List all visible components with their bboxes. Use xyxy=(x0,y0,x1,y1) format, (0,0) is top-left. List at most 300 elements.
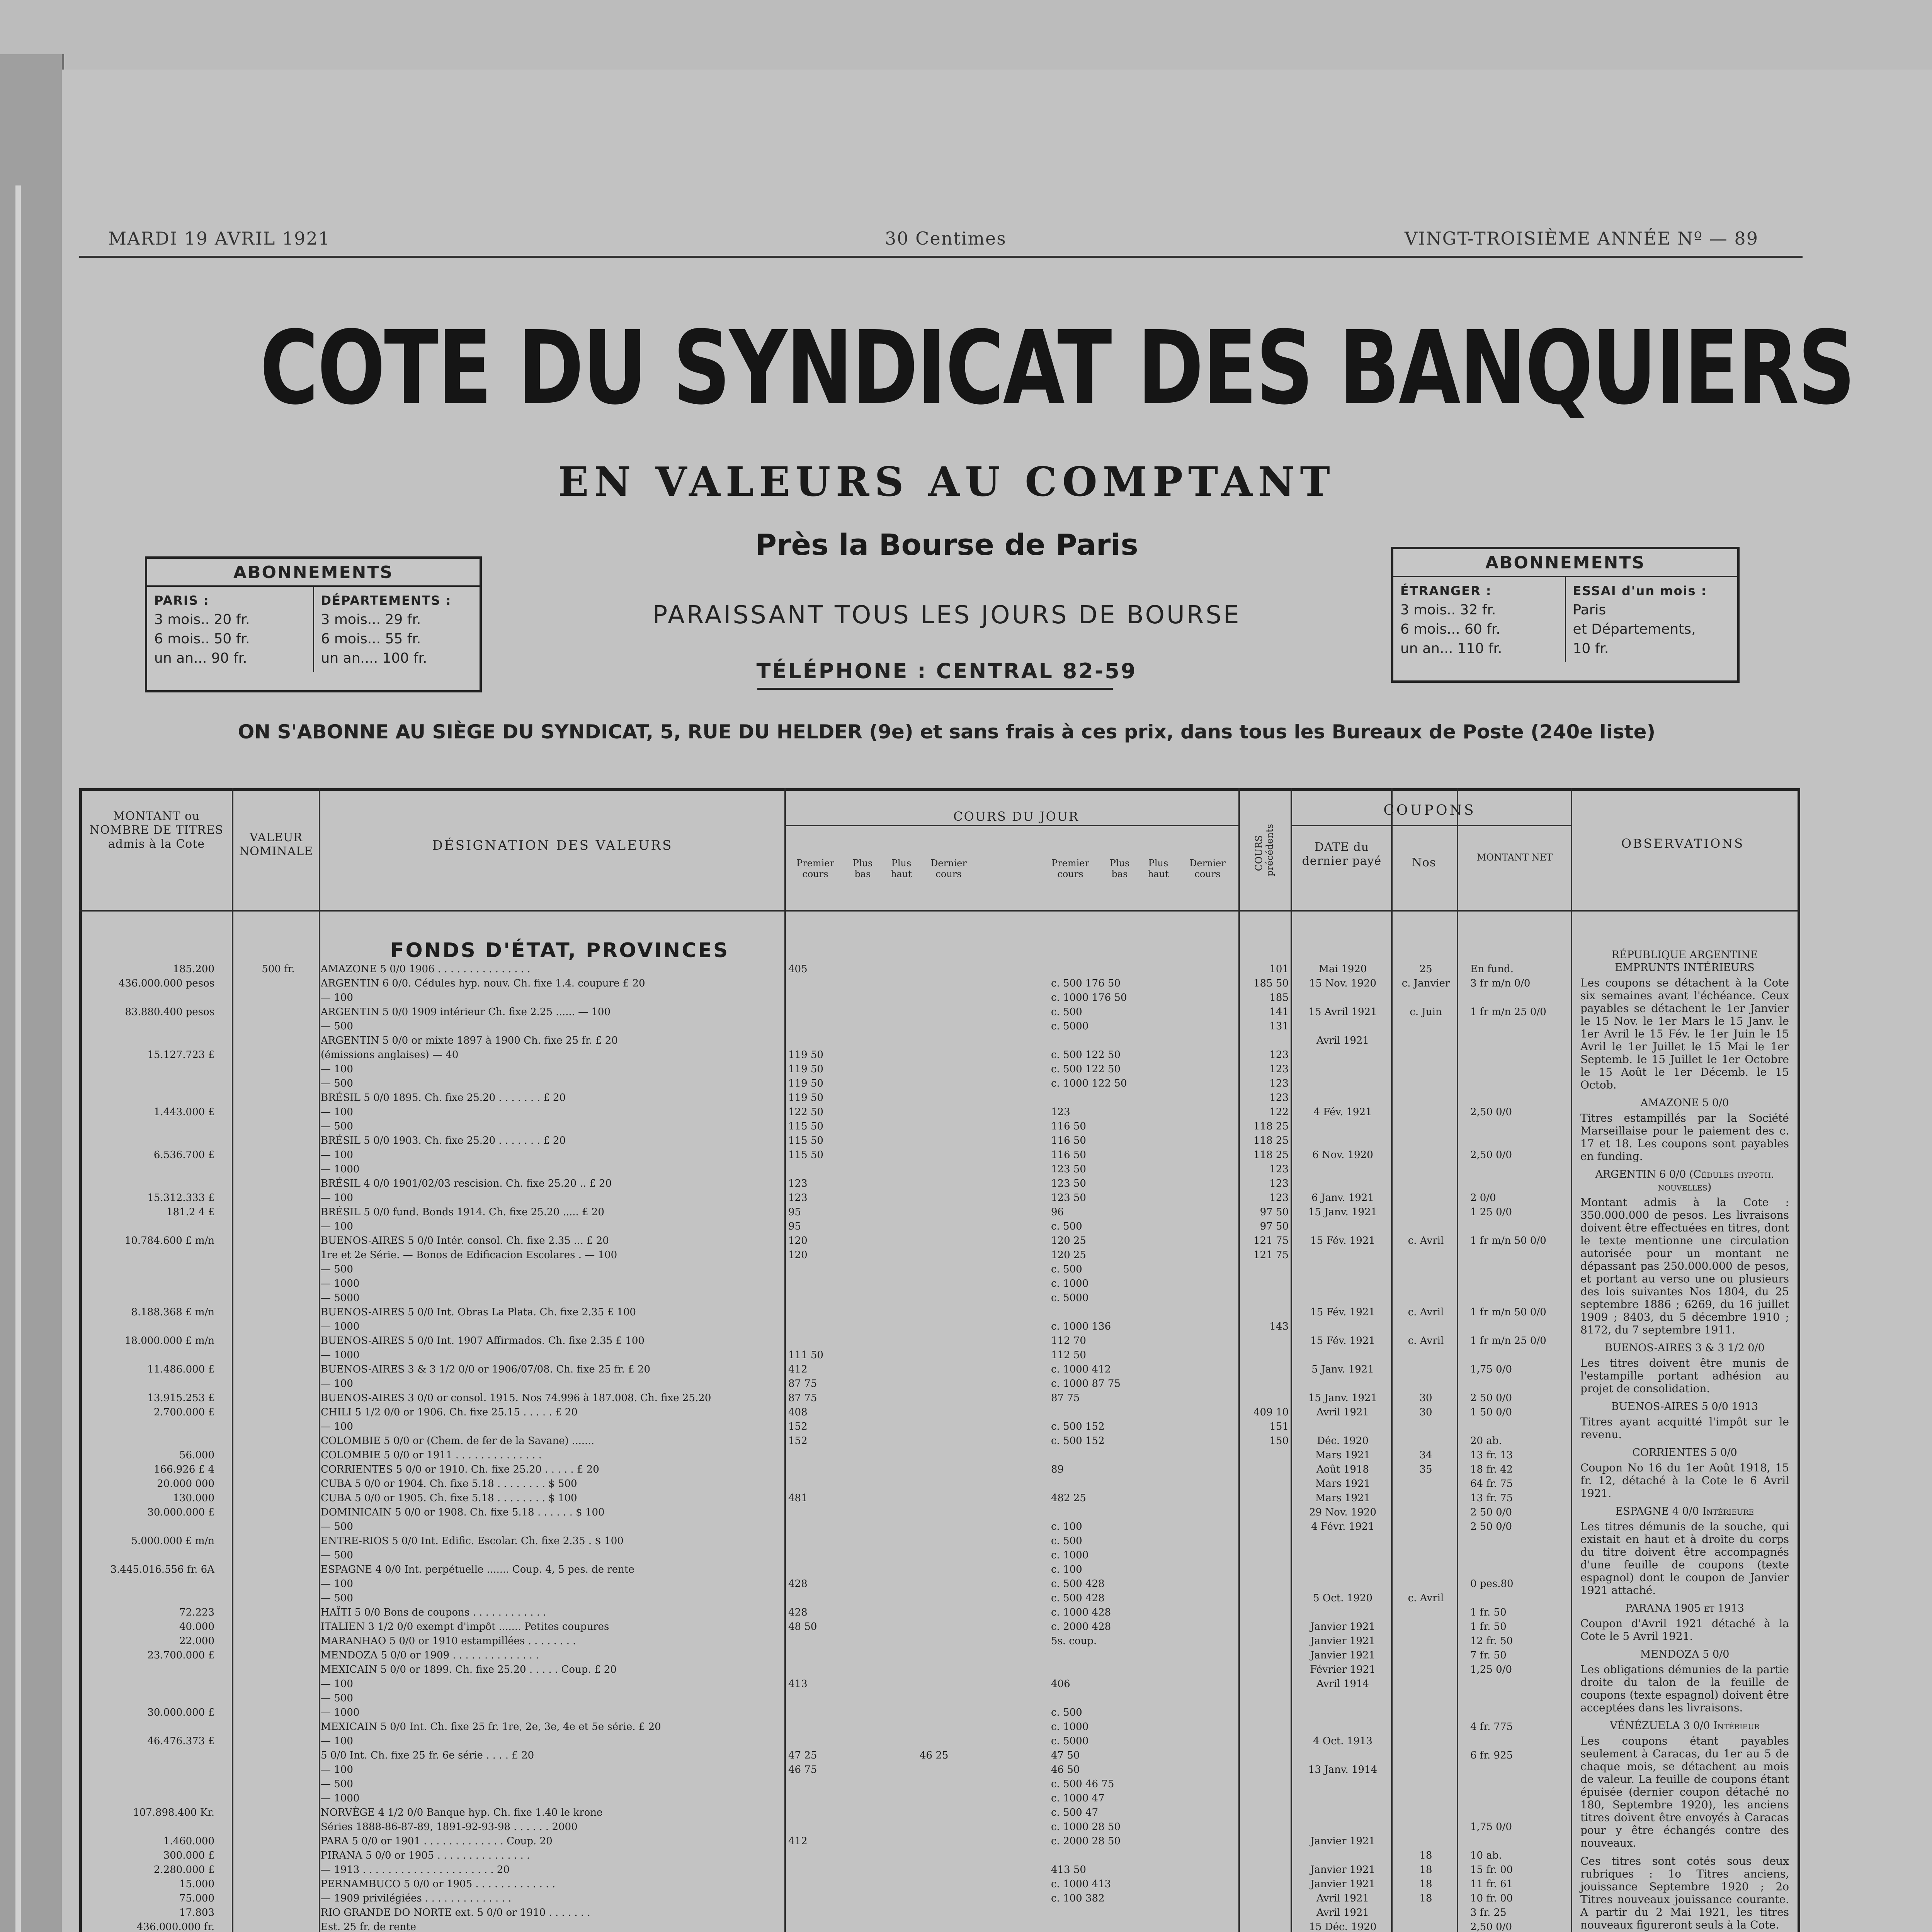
price-cell xyxy=(788,1634,842,1648)
header-coupons: COUPONS xyxy=(1383,803,1476,818)
subheader-rule xyxy=(784,825,1238,826)
observation-text: Les titres doivent être munis de l'estampille portant adhésion au projet de consolidation. xyxy=(1580,1357,1789,1395)
closing-price-cell: 123 xyxy=(1269,1063,1289,1075)
amount-cell: 107.898.400 Kr. xyxy=(133,1807,214,1818)
amount-cell: 23.700.000 £ xyxy=(147,1650,214,1661)
price-cell xyxy=(1051,962,1233,976)
nominal-cell xyxy=(240,1477,317,1491)
coupon-number-cell xyxy=(1395,1906,1457,1920)
coupon-net-cell: 4 fr. 775 xyxy=(1470,1721,1513,1733)
nominal-cell xyxy=(240,1877,317,1891)
coupon-number-cell xyxy=(1395,1691,1457,1706)
price-line: un an... 110 fr. xyxy=(1400,641,1502,656)
coupon-number-cell: c. Avril xyxy=(1408,1592,1444,1604)
fonds-closing-column xyxy=(1246,962,1289,1932)
price-cell: 48 50 xyxy=(788,1621,817,1633)
price-cell: 120 xyxy=(788,1249,808,1261)
designation-cell: — 1000 xyxy=(321,1707,360,1718)
price-cell: 46 75 xyxy=(788,1764,817,1776)
amount-cell: 2.280.000 £ xyxy=(153,1864,214,1876)
designation-cell: AMAZONE 5 0/0 1906 . . . . . . . . . . . . . . . xyxy=(321,963,531,975)
coupon-number-cell xyxy=(1395,1277,1457,1291)
price-cell xyxy=(920,1162,1047,1177)
amount-cell xyxy=(83,1434,214,1448)
nominal-cell xyxy=(240,1405,317,1420)
price-line: 6 mois... 55 fr. xyxy=(321,631,421,647)
coupon-date-cell xyxy=(1294,1019,1391,1034)
masthead-price: 30 Centimes xyxy=(885,228,1007,249)
amount-cell: 17.803 xyxy=(179,1907,214,1918)
price-cell: 95 xyxy=(788,1206,801,1218)
coupon-net-cell: 13 fr. 13 xyxy=(1470,1449,1513,1461)
coupon-date-cell xyxy=(1294,1177,1391,1191)
price-cell: c. 1000 xyxy=(1051,1549,1089,1561)
amount-cell: 30.000.000 £ xyxy=(147,1507,214,1518)
nominal-cell xyxy=(240,1706,317,1720)
price-cell: 123 xyxy=(788,1178,808,1189)
price-cell xyxy=(788,1548,842,1563)
designation-cell: — 500 xyxy=(321,1692,353,1704)
coupon-number-cell xyxy=(1395,1777,1457,1791)
header-plus-bas: Plus bas xyxy=(852,858,873,879)
closing-price-cell xyxy=(1246,1920,1289,1932)
designation-cell: — 100 xyxy=(321,1221,353,1232)
nominal-cell xyxy=(240,1563,317,1577)
price-cell: c. 1000 xyxy=(1051,1278,1089,1289)
price-cell xyxy=(920,1134,1047,1148)
closing-price-cell xyxy=(1246,1391,1289,1405)
closing-price-cell xyxy=(1246,1877,1289,1891)
designation-cell: ARGENTIN 5 0/0 1909 intérieur Ch. fixe 2.25 ...... — 100 xyxy=(321,1006,611,1018)
price-line: 10 fr. xyxy=(1573,641,1609,656)
price-cell: 123 50 xyxy=(1051,1192,1086,1204)
coupon-date-cell xyxy=(1294,1548,1391,1563)
closing-price-cell: 122 xyxy=(1269,1106,1289,1118)
coupon-date-cell: Avril 1914 xyxy=(1316,1678,1369,1690)
coupon-number-cell xyxy=(1395,1034,1457,1048)
nominal-cell xyxy=(240,1062,317,1077)
designation-cell: MENDOZA 5 0/0 or 1909 . . . . . . . . . . . . . . xyxy=(321,1650,539,1661)
nominal-cell xyxy=(240,1620,317,1634)
nominal-cell xyxy=(240,1019,317,1034)
price-cell xyxy=(788,1720,842,1734)
price-cell: 89 xyxy=(1051,1464,1064,1475)
price-cell xyxy=(920,1877,1047,1891)
closing-price-cell xyxy=(1246,1777,1289,1791)
designation-cell: RIO GRANDE DO NORTE ext. 5 0/0 or 1910 . . . . . . . xyxy=(321,1907,590,1918)
price-cell: 95 xyxy=(788,1221,801,1232)
designation-cell: — 500 xyxy=(321,1521,353,1532)
closing-price-cell xyxy=(1246,1648,1289,1663)
coupon-net-cell xyxy=(1470,1277,1567,1291)
price-cell xyxy=(920,991,1047,1005)
closing-price-cell xyxy=(1246,1691,1289,1706)
price-cell: 5s. coup. xyxy=(1051,1635,1097,1647)
coupon-date-cell: Mars 1921 xyxy=(1315,1449,1371,1461)
observation-heading: CORRIENTES 5 0/0 xyxy=(1632,1447,1737,1459)
price-line: 6 mois.. 50 fr. xyxy=(154,631,250,647)
price-cell xyxy=(920,1434,1047,1448)
coupon-number-cell xyxy=(1395,1706,1457,1720)
coupon-date-cell xyxy=(1294,1320,1391,1334)
price-cell xyxy=(920,1105,1047,1119)
nominal-cell xyxy=(240,1448,317,1463)
column-rule xyxy=(1571,788,1572,1932)
coupon-date-cell: 15 Janv. 1921 xyxy=(1308,1206,1378,1218)
coupon-number-cell xyxy=(1395,1377,1457,1391)
price-cell xyxy=(788,1663,842,1677)
price-cell xyxy=(788,1305,842,1320)
price-cell xyxy=(788,1706,842,1720)
coupon-number-cell xyxy=(1395,1534,1457,1548)
price-cell: c. 5000 xyxy=(1051,1292,1089,1304)
designation-cell: BUENOS-AIRES 3 0/0 or consol. 1915. Nos 74.996 à 187.008. Ch. fixe 25.20 xyxy=(321,1392,711,1404)
paris-heading: PARIS : xyxy=(154,593,209,608)
amount-cell xyxy=(83,1820,214,1834)
coupon-number-cell: c. Avril xyxy=(1408,1306,1444,1318)
coupon-date-cell xyxy=(1294,1820,1391,1834)
header-observations: OBSERVATIONS xyxy=(1621,836,1745,851)
nominal-cell xyxy=(240,1505,317,1520)
coupon-date-cell: 5 Oct. 1920 xyxy=(1313,1592,1372,1604)
coupon-date-cell: Avril 1921 xyxy=(1316,1035,1369,1046)
price-cell: 412 xyxy=(788,1364,808,1375)
amount-cell xyxy=(83,1348,214,1362)
nominal-cell xyxy=(240,1520,317,1534)
price-cell xyxy=(920,1534,1047,1548)
price-cell xyxy=(920,1277,1047,1291)
price-cell xyxy=(788,976,842,991)
closing-price-cell xyxy=(1246,1448,1289,1463)
coupon-net-cell xyxy=(1470,1834,1567,1849)
closing-price-cell xyxy=(1246,1277,1289,1291)
coupon-number-cell xyxy=(1395,1091,1457,1105)
designation-cell: — 500 xyxy=(321,1549,353,1561)
coupon-number-cell: 18 xyxy=(1419,1864,1432,1876)
etranger-heading: ÉTRANGER : xyxy=(1400,583,1492,598)
amount-cell xyxy=(83,1748,214,1763)
designation-cell: — 500 xyxy=(321,1078,353,1089)
closing-price-cell: 123 xyxy=(1269,1049,1289,1061)
closing-price-cell xyxy=(1246,1834,1289,1849)
designation-cell: ENTRE-RIOS 5 0/0 Int. Edific. Escolar. Ch. fixe 2.35 . $ 100 xyxy=(321,1535,624,1547)
coupon-date-cell: Janvier 1921 xyxy=(1310,1864,1375,1876)
price-cell xyxy=(920,1305,1047,1320)
price-cell: 412 xyxy=(788,1835,808,1847)
price-cell: c. 500 176 50 xyxy=(1051,978,1121,989)
coupon-number-cell xyxy=(1395,1520,1457,1534)
nominal-cell xyxy=(240,1748,317,1763)
observation-heading: PARANA 1905 et 1913 xyxy=(1625,1602,1744,1614)
nominal-cell xyxy=(240,1162,317,1177)
price-cell: 115 50 xyxy=(788,1149,823,1161)
designation-cell: BRÉSIL 5 0/0 fund. Bonds 1914. Ch. fixe 25.20 ..... £ 20 xyxy=(321,1206,604,1218)
price-cell: 87 75 xyxy=(1051,1392,1080,1404)
nominal-cell xyxy=(240,1119,317,1134)
price-cell: 120 25 xyxy=(1051,1235,1086,1247)
coupon-number-cell: 30 xyxy=(1419,1406,1432,1418)
nominal-cell xyxy=(240,1491,317,1505)
coupon-date-cell: Mars 1921 xyxy=(1315,1492,1371,1504)
price-cell xyxy=(788,1463,842,1477)
coupon-date-cell: 15 Nov. 1920 xyxy=(1309,978,1377,989)
coupon-date-cell: 15 Fév. 1921 xyxy=(1310,1306,1375,1318)
coupon-net-cell xyxy=(1470,1677,1567,1691)
closing-price-cell xyxy=(1246,1577,1289,1591)
coupon-net-cell xyxy=(1470,1077,1567,1091)
price-cell xyxy=(788,1734,842,1748)
coupon-net-cell xyxy=(1470,1548,1567,1563)
masthead-date: MARDI 19 AVRIL 1921 xyxy=(108,228,330,249)
coupon-date-cell xyxy=(1294,1748,1391,1763)
column-rule xyxy=(1391,788,1393,1932)
amount-cell xyxy=(83,1177,214,1191)
price-cell xyxy=(920,1019,1047,1034)
observation-text: Les coupons se détachent à la Cote six semaines avant l'échéance. Ceux payables se détachent le 1er Janvier le 15 Nov. le 1er Mars le 15 Janv. le 1er Avril le 15 Fév. le 1er Juin le 15 Avril le 1er Juillet le 15 Mai le 1er Septemb. le 15 Juillet le 1er Octobre le 15 Août le 1er Décemb. le 15 Octob. xyxy=(1580,976,1789,1091)
coupon-date-cell: Janvier 1921 xyxy=(1310,1878,1375,1890)
price-cell: c. 500 428 xyxy=(1051,1592,1105,1604)
observation-heading: ARGENTIN 6 0/0 (Cédules hypoth. nouvelles) xyxy=(1595,1168,1774,1193)
amount-cell: 18.000.000 £ m/n xyxy=(124,1335,214,1347)
designation-cell: — 1000 xyxy=(321,1321,360,1332)
price-cell xyxy=(920,1648,1047,1663)
designation-cell: — 100 xyxy=(321,992,353,1003)
location-line: Près la Bourse de Paris xyxy=(755,527,1138,562)
telephone-line: TÉLÉPHONE : CENTRAL 82-59 xyxy=(756,659,1137,683)
price-cell: 87 75 xyxy=(788,1392,817,1404)
price-cell: c. 500 122 50 xyxy=(1051,1049,1121,1061)
closing-price-cell: 97 50 xyxy=(1260,1221,1289,1232)
amount-cell xyxy=(83,1777,214,1791)
price-cell: c. 500 xyxy=(1051,1221,1082,1232)
coupon-number-cell xyxy=(1395,1491,1457,1505)
coupon-date-cell xyxy=(1294,1091,1391,1105)
observation-heading: MENDOZA 5 0/0 xyxy=(1640,1648,1730,1660)
nominal-cell xyxy=(240,1720,317,1734)
fonds-designation-column xyxy=(321,962,781,1932)
coupon-date-cell: 15 Fév. 1921 xyxy=(1310,1235,1375,1247)
price-cell: 116 50 xyxy=(1051,1149,1086,1161)
price-cell xyxy=(920,1377,1047,1391)
coupon-net-cell: 13 fr. 75 xyxy=(1470,1492,1513,1504)
price-cell: 405 xyxy=(788,963,808,975)
closing-price-cell xyxy=(1246,1634,1289,1648)
price-cell xyxy=(920,1577,1047,1591)
coupon-net-cell: 10 ab. xyxy=(1470,1850,1502,1861)
coupon-date-cell xyxy=(1294,1691,1391,1706)
designation-cell: ARGENTIN 5 0/0 or mixte 1897 à 1900 Ch. fixe 25 fr. £ 20 xyxy=(321,1035,618,1046)
price-cell: c. 500 xyxy=(1051,1707,1082,1718)
coupon-date-cell: 15 Avril 1921 xyxy=(1308,1006,1377,1018)
coupon-net-cell: 20 ab. xyxy=(1470,1435,1502,1447)
designation-cell: — 100 xyxy=(321,1735,353,1747)
price-cell xyxy=(788,1162,842,1177)
closing-price-cell: 123 xyxy=(1269,1092,1289,1104)
coupon-number-cell xyxy=(1395,1477,1457,1491)
nominal-cell xyxy=(240,1534,317,1548)
nominal-cell xyxy=(240,1277,317,1291)
coupon-number-cell xyxy=(1395,1548,1457,1563)
coupon-number-cell xyxy=(1395,1062,1457,1077)
subscription-title: ABONNEMENTS xyxy=(1393,549,1737,577)
designation-cell: MEXICAIN 5 0/0 or 1899. Ch. fixe 25.20 . . . . . Coup. £ 20 xyxy=(321,1664,617,1675)
coupon-net-cell xyxy=(1470,1534,1567,1548)
coupon-net-cell xyxy=(1470,1691,1567,1706)
coupon-net-cell: 10 fr. 00 xyxy=(1470,1893,1513,1904)
price-cell xyxy=(788,1891,842,1906)
price-cell xyxy=(1051,1477,1233,1491)
nominal-cell xyxy=(240,1791,317,1806)
price-line: 6 mois... 60 fr. xyxy=(1400,621,1500,637)
price-cell xyxy=(920,1691,1047,1706)
coupon-net-cell: 3 fr m/n 0/0 xyxy=(1470,978,1531,989)
price-cell: 481 xyxy=(788,1492,808,1504)
price-cell xyxy=(788,1277,842,1291)
price-cell xyxy=(1051,1906,1233,1920)
amount-cell: 166.926 £ 4 xyxy=(153,1464,214,1475)
coupon-net-cell: 2 50 0/0 xyxy=(1470,1392,1512,1404)
subscription-address: ON S'ABONNE AU SIÈGE DU SYNDICAT, 5, RUE DU HELDER (9e) et sans frais à ces prix, dans tous les Bureaux de Poste (240e liste) xyxy=(238,721,1656,743)
price-cell xyxy=(920,962,1047,976)
amount-cell: 13.915.253 £ xyxy=(147,1392,214,1404)
designation-cell: — 500 xyxy=(321,1020,353,1032)
closing-price-cell xyxy=(1246,1605,1289,1620)
price-cell: c. 2000 28 50 xyxy=(1051,1835,1121,1847)
coupon-net-cell: 15 fr. 00 xyxy=(1470,1864,1513,1876)
coupon-number-cell xyxy=(1395,1291,1457,1305)
coupon-number-cell xyxy=(1395,1806,1457,1820)
price-cell xyxy=(920,1205,1047,1219)
price-cell: 413 50 xyxy=(1051,1864,1086,1876)
coupon-net-cell xyxy=(1470,1248,1567,1262)
amount-cell: 436.000.000 pesos xyxy=(118,978,214,989)
coupon-net-cell: 1 fr. 50 xyxy=(1470,1621,1507,1633)
designation-cell: COLOMBIE 5 0/0 or (Chem. de fer de la Savane) ....... xyxy=(321,1435,594,1447)
price-cell xyxy=(920,1048,1047,1062)
price-cell xyxy=(920,1806,1047,1820)
nominal-cell xyxy=(240,1048,317,1062)
header-amount: MONTANT ou NOMBRE DE TITRES admis à la Cote xyxy=(89,810,224,851)
price-cell: c. 100 382 xyxy=(1051,1893,1105,1904)
coupon-number-cell xyxy=(1395,1677,1457,1691)
amount-cell: 1.460.000 xyxy=(163,1835,214,1847)
price-cell: 123 xyxy=(788,1192,808,1204)
coupon-net-cell: 18 fr. 42 xyxy=(1470,1464,1513,1475)
price-cell xyxy=(1051,1849,1233,1863)
price-cell xyxy=(920,1663,1047,1677)
price-cell: c. 1000 122 50 xyxy=(1051,1078,1127,1089)
closing-price-cell: 409 10 xyxy=(1253,1406,1289,1418)
price-cell: 96 xyxy=(1051,1206,1064,1218)
coupon-number-cell xyxy=(1395,1262,1457,1277)
price-cell: 152 xyxy=(788,1421,808,1432)
nominal-cell xyxy=(240,1663,317,1677)
page-title: COTE DU SYNDICAT DES BANQUIERS xyxy=(260,309,1854,427)
designation-cell: — 1909 privilégiées . . . . . . . . . . . . . . xyxy=(321,1893,512,1904)
designation-cell: ESPAGNE 4 0/0 Int. perpétuelle ....... Coup. 4, 5 pes. de rente xyxy=(321,1564,634,1575)
coupon-net-cell xyxy=(1470,1034,1567,1048)
amount-cell xyxy=(83,1591,214,1605)
header-numero: Nos xyxy=(1412,856,1436,869)
nominal-cell xyxy=(240,1191,317,1205)
coupon-number-cell xyxy=(1395,1563,1457,1577)
closing-price-cell xyxy=(1246,1663,1289,1677)
coupon-net-cell: 0 pes.80 xyxy=(1470,1578,1514,1590)
price-cell: 87 75 xyxy=(788,1378,817,1389)
coupon-net-cell: 11 fr. 61 xyxy=(1470,1878,1513,1890)
subscription-etranger xyxy=(1393,577,1565,662)
coupon-date-cell: 15 Fév. 1921 xyxy=(1310,1335,1375,1347)
closing-price-cell: 131 xyxy=(1269,1020,1289,1032)
coupon-date-cell xyxy=(1294,1162,1391,1177)
amount-cell: 83.880.400 pesos xyxy=(125,1006,214,1018)
designation-cell: BRÉSIL 5 0/0 1895. Ch. fixe 25.20 . . . . . . . £ 20 xyxy=(321,1092,566,1104)
price-cell xyxy=(788,1648,842,1663)
nominal-cell xyxy=(240,1219,317,1234)
coupon-date-cell: Avril 1921 xyxy=(1316,1406,1369,1418)
coupon-number-cell xyxy=(1395,1648,1457,1663)
amount-cell: 185.200 xyxy=(173,963,214,975)
price-cell xyxy=(788,1920,842,1932)
price-cell xyxy=(920,1062,1047,1077)
closing-price-cell xyxy=(1246,1034,1289,1048)
price-cell xyxy=(920,1034,1047,1048)
closing-price-cell: 185 50 xyxy=(1253,978,1289,989)
coupon-net-cell: 2,50 0/0 xyxy=(1470,1106,1512,1118)
price-line: 3 mois.. 20 fr. xyxy=(154,612,250,628)
price-cell: 123 50 xyxy=(1051,1163,1086,1175)
price-cell xyxy=(920,1091,1047,1105)
coupon-date-cell xyxy=(1294,1134,1391,1148)
price-cell xyxy=(920,1891,1047,1906)
price-cell xyxy=(920,1463,1047,1477)
nominal-cell xyxy=(240,1177,317,1191)
nominal-cell xyxy=(240,1077,317,1091)
fonds-coupon-net-column xyxy=(1459,962,1567,1932)
designation-cell: ARGENTIN 6 0/0. Cédules hyp. nouv. Ch. fixe 1.4. coupure £ 20 xyxy=(321,978,645,989)
nominal-cell xyxy=(240,1305,317,1320)
coupon-date-cell: Janvier 1921 xyxy=(1310,1650,1375,1661)
coupon-number-cell xyxy=(1395,1420,1457,1434)
price-cell xyxy=(920,1906,1047,1920)
amount-cell: 3.445.016.556 fr. 6A xyxy=(110,1564,214,1575)
price-cell xyxy=(920,1405,1047,1420)
price-cell xyxy=(920,1863,1047,1877)
price-cell xyxy=(788,1320,842,1334)
masthead-rule xyxy=(79,256,1803,258)
amount-cell xyxy=(83,1019,214,1034)
closing-price-cell xyxy=(1246,1262,1289,1277)
amount-cell: 22.000 xyxy=(179,1635,214,1647)
coupon-number-cell: 34 xyxy=(1419,1449,1432,1461)
amount-cell xyxy=(83,1291,214,1305)
price-cell xyxy=(920,1605,1047,1620)
coupon-net-cell xyxy=(1470,1134,1567,1148)
amount-cell xyxy=(83,1277,214,1291)
closing-price-cell xyxy=(1246,1505,1289,1520)
coupon-net-cell xyxy=(1470,1348,1567,1362)
coupon-date-cell xyxy=(1294,1791,1391,1806)
price-cell xyxy=(920,1477,1047,1491)
coupon-date-cell: Mars 1921 xyxy=(1315,1478,1371,1490)
closing-price-cell: 143 xyxy=(1269,1321,1289,1332)
amount-cell: 181.2 4 £ xyxy=(166,1206,214,1218)
price-line: 3 mois.. 32 fr. xyxy=(1400,602,1496,618)
page-subtitle: EN VALEURS AU COMPTANT xyxy=(558,458,1335,505)
departements-heading: DÉPARTEMENTS : xyxy=(321,593,452,608)
closing-price-cell xyxy=(1246,1891,1289,1906)
nominal-cell xyxy=(240,1577,317,1591)
